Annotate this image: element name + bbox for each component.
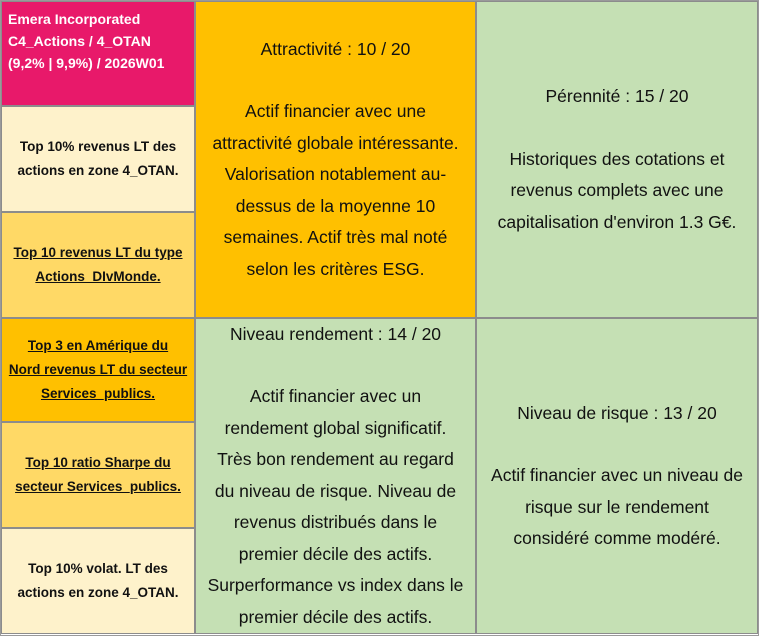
badge-link-line[interactable]: Top 3 en Amérique du	[27, 338, 169, 353]
perennite-line: revenus complets avec une	[510, 180, 724, 200]
rendement-line: du niveau de risque. Niveau de	[214, 480, 457, 501]
attractivite-line: dessus de la moyenne 10	[235, 195, 436, 216]
badge-top10pct-volat	[1, 528, 195, 634]
rendement-panel	[195, 318, 476, 634]
badge-link-line[interactable]: Services_publics.	[40, 386, 156, 401]
badge-line: actions en zone 4_OTAN.	[17, 585, 179, 600]
attractivite-line: attractivité globale intéressante.	[212, 132, 459, 153]
rendement-line: Très bon rendement au regard	[217, 449, 454, 469]
attractivite-line: semaines. Actif très mal noté	[223, 227, 448, 248]
badge-top10-sharpe[interactable]	[1, 422, 195, 528]
rendement-line: Actif financier avec un	[249, 386, 422, 406]
rendement-line: premier décile des actifs.	[238, 606, 433, 627]
badge-top10-revenus-type[interactable]	[1, 212, 195, 318]
rendement-line: Surperformance vs index dans le	[207, 575, 464, 595]
asset-name: Emera Incorporated	[8, 11, 141, 27]
badge-link-line[interactable]: Nord revenus LT du secteur	[8, 362, 188, 377]
perennite-line: capitalisation d'environ 1.3 G€.	[497, 211, 737, 232]
risque-panel	[476, 318, 758, 634]
badge-line: Top 10% volat. LT des	[28, 561, 168, 576]
attractivite-line: selon les critères ESG.	[246, 258, 425, 279]
attractivite-panel	[195, 1, 476, 318]
attractivite-line: Actif financier avec une	[245, 101, 426, 122]
risque-line: Actif financier avec un niveau de	[491, 465, 743, 485]
asset-header	[1, 1, 195, 106]
risque-title: Niveau de risque : 13 / 20	[517, 402, 717, 423]
perennite-title: Pérennité : 15 / 20	[545, 86, 689, 106]
badge-link-line[interactable]: Top 10 revenus LT du type	[13, 245, 183, 260]
badge-link-line[interactable]: secteur Services_publics.	[15, 479, 181, 494]
badge-line: Top 10% revenus LT des	[19, 139, 177, 154]
badge-link-line[interactable]: Top 10 ratio Sharpe du	[25, 455, 171, 470]
badge-top10pct-revenus	[1, 106, 195, 212]
rendement-line: premier décile des actifs.	[238, 543, 433, 564]
risque-line: considéré comme modéré.	[513, 528, 721, 548]
attractivite-line: Valorisation notablement au-	[224, 164, 447, 185]
badge-line: actions en zone 4_OTAN.	[17, 163, 179, 178]
badge-link-line[interactable]: Actions_DIvMonde.	[35, 269, 161, 284]
perennite-line: Historiques des cotations et	[509, 148, 725, 169]
rendement-line: rendement global significatif.	[224, 417, 447, 438]
badge-top3-amerique[interactable]	[1, 318, 195, 422]
risque-line: risque sur le rendement	[525, 496, 709, 517]
rendement-title: Niveau rendement : 14 / 20	[229, 324, 442, 344]
asset-category: C4_Actions / 4_OTAN	[8, 33, 151, 49]
rendement-line: revenus distribués dans le	[233, 512, 438, 532]
perennite-panel	[476, 1, 758, 318]
attractivite-title: Attractivité : 10 / 20	[260, 38, 411, 59]
asset-stats: (9,2% | 9,9%) / 2026W01	[8, 55, 165, 71]
